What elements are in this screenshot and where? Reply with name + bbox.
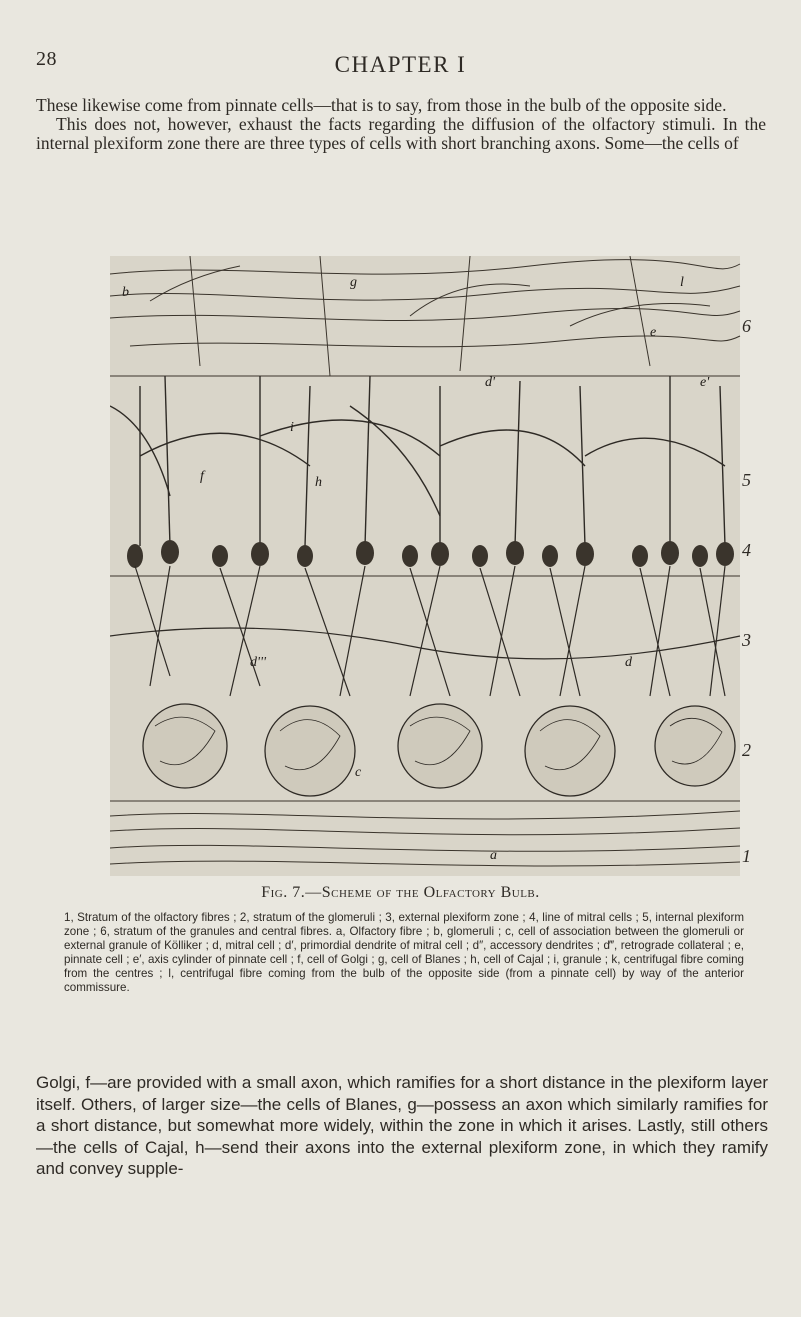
figure-caption-title: Fig. 7.—Scheme of the Olfactory Bulb. (261, 884, 540, 901)
letter-label-l: l (680, 275, 684, 290)
letter-label-e: e (650, 325, 657, 340)
letter-label-c: c (355, 765, 362, 780)
letter-label-d-triple-prime: d''' (250, 655, 266, 670)
top-text-block (36, 96, 766, 153)
letter-label-h: h (315, 475, 322, 490)
letter-label-e-prime: e' (700, 375, 710, 390)
paragraph: These likewise come from pinnate cells—that is to say, from those in the bulb of the opposite side. (36, 95, 727, 115)
running-head: CHAPTER I (334, 52, 467, 77)
paragraph: This does not, however, exhaust the facts regarding the diffusion of the olfactory stimuli. In the internal plexiform zone there are three types of cells with short branching axons. Some—the cells of (36, 114, 766, 153)
page-number: 28 (36, 48, 57, 70)
letter-label-b: b (122, 285, 129, 300)
layer-label-3: 3 (742, 630, 751, 650)
letter-label-d-prime: d' (485, 375, 495, 390)
letter-label-d: d (625, 655, 632, 670)
layer-label-2: 2 (742, 740, 751, 760)
layer-label-4: 4 (742, 540, 751, 560)
letter-label-i: i (290, 420, 294, 435)
bottom-paragraph: Golgi, f—are provided with a small axon, which ramifies for a short distance in the plexiform layer itself. Others, of larger size—the cells of Blanes, g—possess an axon which similarly ramifies for a short distance, but somewhat more widely, within the zone in which it arises. Lastly, still others—the cells of Cajal, h—send their axons into the external plexiform zone, in which they ramify and convey supple- (36, 1073, 768, 1178)
olfactory-bulb-figure (110, 256, 758, 876)
figure-legend: 1, Stratum of the olfactory fibres ; 2, stratum of the glomeruli ; 3, external plexiform zone ; 4, line of mitral cells ; 5, internal plexiform zone ; 6, stratum of the granules and central fibres. a, Olfactory fibre ; b, glomeruli ; c, cell of association between the glomeruli or external granule of Kölliker ; d, mitral cell ; d′, primordial dendrite of mitral cell ; d″, accessory dendrites ; d‴, retrograde collateral ; e, pinnate cell ; e′, axis cylinder of pinnate cell ; f, cell of Golgi ; g, cell of Blanes ; h, cell of Cajal ; i, granule ; k, centrifugal fibre coming from the centres ; l, centrifugal fibre coming from the bulb of the opposite side (from a pinnate cell) by way of the anterior commissure. (64, 911, 744, 995)
layer-label-5: 5 (742, 470, 751, 490)
letter-label-f: f (200, 469, 204, 484)
letter-label-a: a (490, 848, 497, 863)
letter-label-g: g (350, 275, 357, 290)
olfactory-bulb-drawing (110, 256, 758, 876)
layer-label-1: 1 (742, 846, 751, 866)
layer-label-6: 6 (742, 316, 751, 336)
